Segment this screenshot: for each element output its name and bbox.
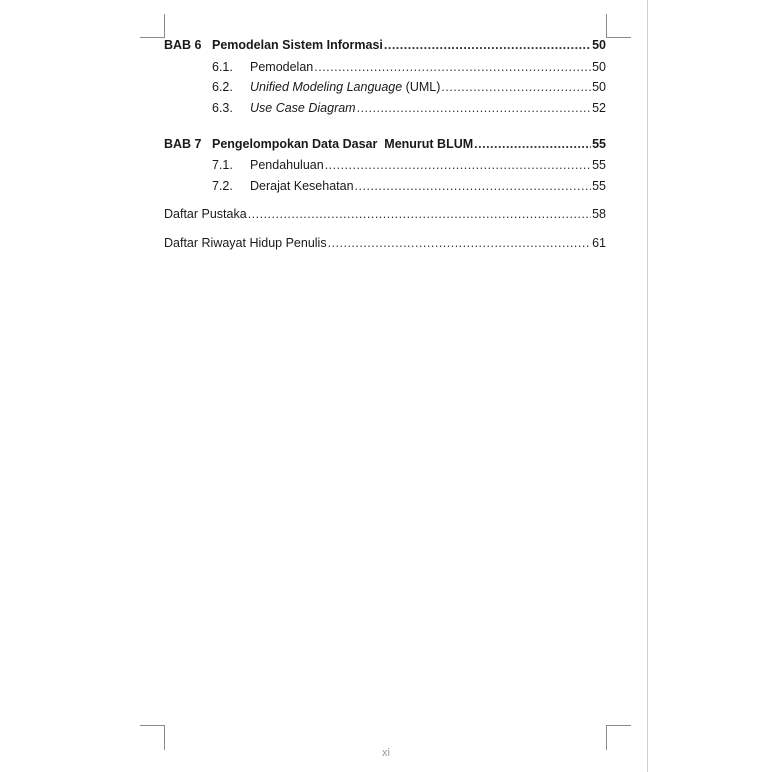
chapter-label: BAB 7 bbox=[164, 137, 202, 151]
crop-mark-top-left bbox=[140, 37, 165, 38]
toc-entry-6-2[interactable] bbox=[212, 80, 606, 94]
dot-leader bbox=[325, 158, 591, 172]
crop-mark-bottom-left bbox=[140, 725, 165, 726]
toc-chapter-7[interactable] bbox=[164, 137, 606, 151]
section-number: 7.2. bbox=[212, 179, 233, 193]
chapter-label: BAB 6 bbox=[164, 38, 202, 52]
page-number: 50 bbox=[592, 80, 606, 94]
dot-leader bbox=[357, 101, 592, 115]
entry-title: Daftar Riwayat Hidup Penulis bbox=[164, 236, 327, 250]
section-number: 6.1. bbox=[212, 60, 233, 74]
section-title: Pendahuluan bbox=[250, 158, 324, 172]
toc-entry-6-3[interactable] bbox=[212, 101, 606, 115]
dot-leader bbox=[441, 80, 591, 94]
crop-mark-bottom-right bbox=[606, 725, 607, 750]
entry-title: Daftar Pustaka bbox=[164, 207, 247, 221]
page-number: 61 bbox=[592, 236, 606, 250]
section-title bbox=[250, 80, 441, 94]
dot-leader bbox=[384, 38, 591, 52]
section-title: Use Case Diagram bbox=[250, 101, 356, 115]
section-title: Pemodelan bbox=[250, 60, 314, 74]
page-number: 52 bbox=[592, 101, 606, 115]
section-title-italic: Unified Modeling Language bbox=[250, 80, 403, 94]
toc-entry-7-2[interactable] bbox=[212, 179, 606, 193]
toc-chapter-6[interactable] bbox=[164, 38, 606, 52]
crop-mark-bottom-left bbox=[164, 725, 165, 750]
section-title: Derajat Kesehatan bbox=[250, 179, 354, 193]
section-title-suffix: (UML) bbox=[402, 80, 441, 94]
toc-entry-7-1[interactable] bbox=[212, 158, 606, 172]
chapter-title: Pengelompokan Data Dasar Menurut BLUM bbox=[212, 137, 474, 151]
section-number: 6.2. bbox=[212, 80, 233, 94]
toc-entry-6-1[interactable] bbox=[212, 60, 606, 74]
page-number: 55 bbox=[592, 179, 606, 193]
dot-leader bbox=[474, 137, 591, 151]
dot-leader bbox=[248, 207, 591, 221]
toc-biography[interactable] bbox=[164, 236, 606, 250]
page-number: 55 bbox=[592, 158, 606, 172]
page-number: 55 bbox=[592, 137, 606, 151]
toc-references[interactable] bbox=[164, 207, 606, 221]
page-footer-number: xi bbox=[382, 747, 390, 759]
page-number: 50 bbox=[592, 38, 606, 52]
crop-mark-top-right bbox=[606, 37, 631, 38]
dot-leader bbox=[314, 60, 591, 74]
page-number: 50 bbox=[592, 60, 606, 74]
section-number: 7.1. bbox=[212, 158, 233, 172]
crop-mark-top-left bbox=[164, 14, 165, 38]
dot-leader bbox=[328, 236, 592, 250]
section-number: 6.3. bbox=[212, 101, 233, 115]
crop-mark-bottom-right bbox=[606, 725, 631, 726]
dot-leader bbox=[355, 179, 592, 193]
crop-mark-top-right bbox=[606, 14, 607, 38]
page-number: 58 bbox=[592, 207, 606, 221]
chapter-title: Pemodelan Sistem Informasi bbox=[212, 38, 383, 52]
